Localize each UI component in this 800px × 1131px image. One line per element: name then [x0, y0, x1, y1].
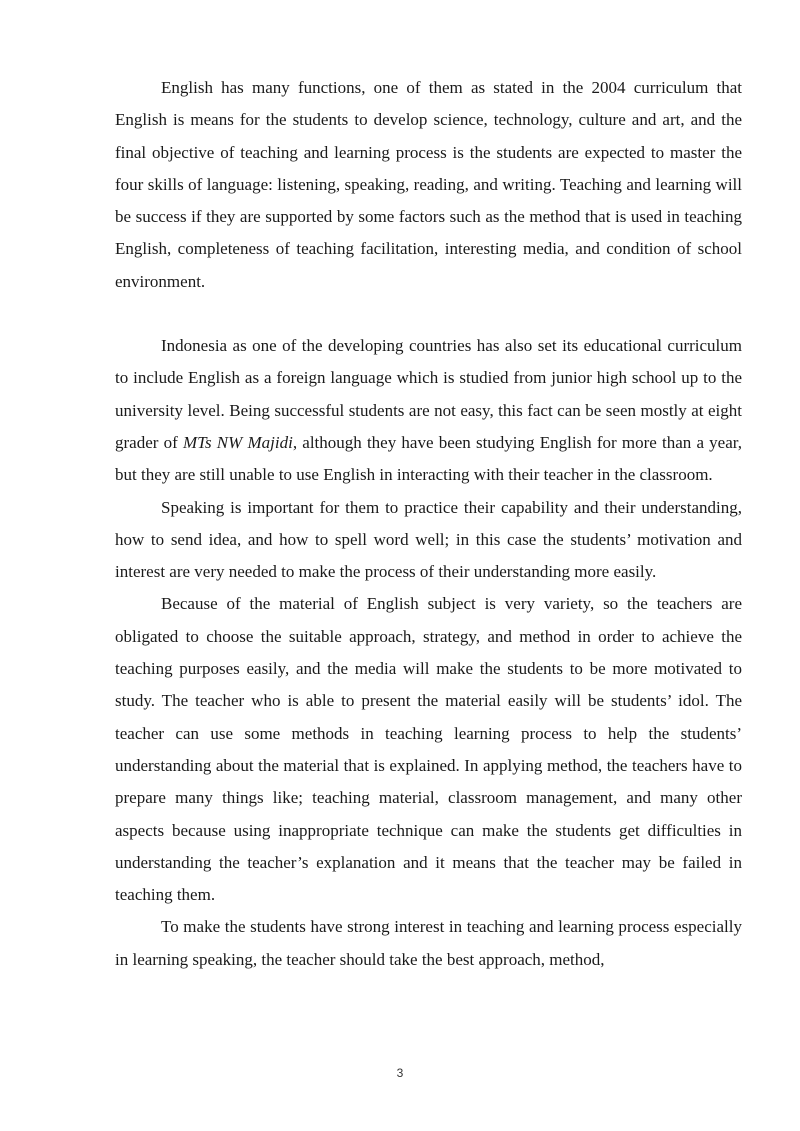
- paragraph-1: English has many functions, one of them as stated in the 2004 curriculum that English is means for the students to develop science, technology, culture and art, and the final objective of teaching and learning process is the students are expected to master the four skills of language: listening, speaking, reading, and writing. Teaching and learning will be success if they are supported by some factors such as the method that is used in teaching English, completeness of teaching facilitation, interesting media, and condition of school environment.: [115, 78, 742, 291]
- body-text: [115, 72, 742, 976]
- paragraph-4: Because of the material of English subject is very variety, so the teachers are obligated to choose the suitable approach, strategy, and method in order to achieve the teaching purposes easily, and the media will make the students to be more motivated to study. The teacher who is able to present the material easily will be students’ idol. The teacher can use some methods in teaching learning process to help the students’ understanding about the material that is explained. In applying method, the teachers have to prepare many things like; teaching material, classroom management, and many other aspects because using inappropriate technique can make the students get difficulties in understanding the teacher’s explanation and it means that the teacher may be failed in teaching them.: [115, 594, 742, 905]
- paragraph-2-text-before: Indonesia as one of the developing countries has also set its educational curriculum to include English as a foreign language which is studied from junior high school up to the university level. Being successful students are not easy, this fact can be seen mostly at eight grader of: [115, 336, 742, 452]
- paragraph-gap: [115, 298, 742, 330]
- paragraph-3: Speaking is important for them to practice their capability and their understanding, how to send idea, and how to spell word well; in this case the students’ motivation and interest are very needed to make the process of their understanding more easily.: [115, 497, 742, 582]
- paragraph-5: To make the students have strong interest in teaching and learning process especially in learning speaking, the teacher should take the best approach, method,: [115, 917, 742, 969]
- school-name-italic: MTs NW Majidi: [182, 432, 293, 452]
- paragraph-2: [115, 330, 742, 491]
- page-number: 3: [396, 1066, 404, 1080]
- paragraph-2-text-after: , although they have been studying English for more than a year, but they are still unable to use English in interacting with their teacher in the classroom.: [115, 432, 742, 485]
